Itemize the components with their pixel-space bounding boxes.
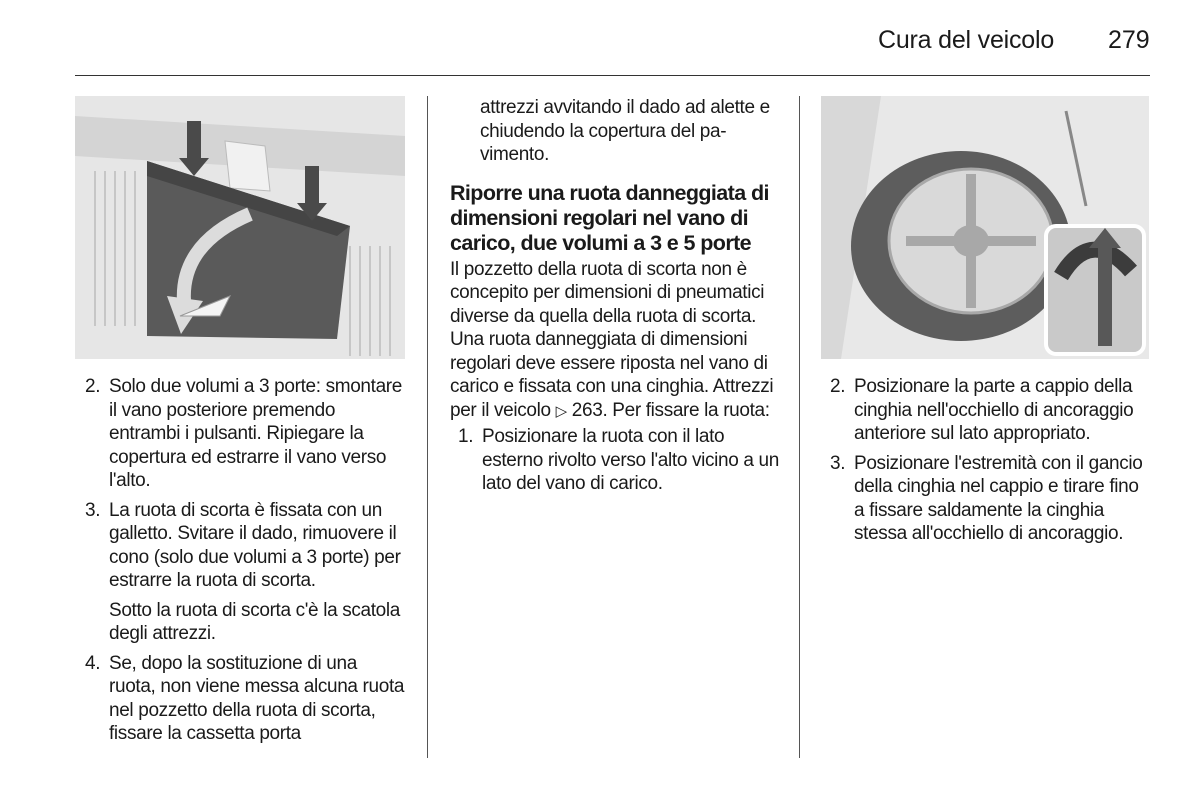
paragraph-text-end: . Per fissare la ruota: <box>602 399 770 421</box>
spare-wheel-strap-illustration <box>821 96 1149 359</box>
list-item-text: Posizionare la parte a cappio della cinghia nell'occhiello di ancoraggio anteriore sul lato appropriato. <box>854 376 1134 444</box>
column-2 <box>450 96 780 502</box>
page-number: 279 <box>1108 26 1150 54</box>
list-item-number: 3. <box>85 499 101 521</box>
list-item-text: Posizionare l'estremità con il gancio della cinghia nel cappio e tirare fino a fissare saldamente la cinghia stessa all'occhiello di ancoraggio. <box>854 452 1143 544</box>
column-rule-left <box>427 96 428 758</box>
list-item <box>85 652 407 746</box>
list-item <box>85 499 407 593</box>
list-item <box>458 425 780 496</box>
list-item-text: La ruota di scorta è fissata con un galletto. Svitare il dado, rimuovere il cono (solo due volumi a 3 porte) per estrarre la ruota di scorta. <box>109 499 401 591</box>
list-item <box>85 375 407 493</box>
header-rule <box>75 75 1150 76</box>
list-item-number: 4. <box>85 652 101 674</box>
column-3 <box>830 375 1152 552</box>
list-item-number: 3. <box>830 452 846 474</box>
list-item-number: 1. <box>458 426 474 447</box>
list-item-number: 2. <box>85 376 101 397</box>
list-item-text: Posizionare la ruota con il lato esterno rivolto verso l'alto vicino a un lato del vano di carico. <box>482 426 779 494</box>
list-item <box>830 375 1152 446</box>
list-item-number: 2. <box>830 376 846 397</box>
continuation-text: attrezzi avvitando il dado ad alette e chiudendo la copertura del pavimento. <box>480 97 770 165</box>
rear-compartment-illustration <box>75 96 405 359</box>
list-item-text: Solo due volumi a 3 porte: smontare il vano posteriore premendo entrambi i pulsanti. Ripiegare la copertura ed estrarre il vano verso l'alto. <box>109 376 402 491</box>
list-item-text: Se, dopo la sostituzione di una ruota, non viene messa alcuna ruota nel pozzetto della ruota di scorta, fissare la cassetta porta <box>109 652 405 744</box>
paragraph-text: Il pozzetto della ruota di scorta non è concepito per dimensioni di pneumatici diverse da quella della ruota di scorta. Una ruota danneggiata di dimensioni regolari deve essere riposta nel vano di carico e fissata con una cinghia. Attrezzi per il veicolo <box>450 258 774 421</box>
column-1 <box>85 375 407 752</box>
body-paragraph <box>450 258 780 424</box>
list-item <box>830 452 1152 546</box>
page-reference-triangle-icon: ▷ <box>555 402 567 420</box>
page-reference-number[interactable]: 263 <box>571 399 603 421</box>
section-title: Cura del veicolo <box>878 26 1055 54</box>
section-heading: Riporre una ruota danneggiata di dimensioni regolari nel vano di carico, due volumi a 3 e 5 porte <box>450 180 769 255</box>
tool-box-note: Sotto la ruota di scorta c'è la scatola degli attrezzi. <box>109 599 400 644</box>
column-rule-right <box>799 96 800 758</box>
